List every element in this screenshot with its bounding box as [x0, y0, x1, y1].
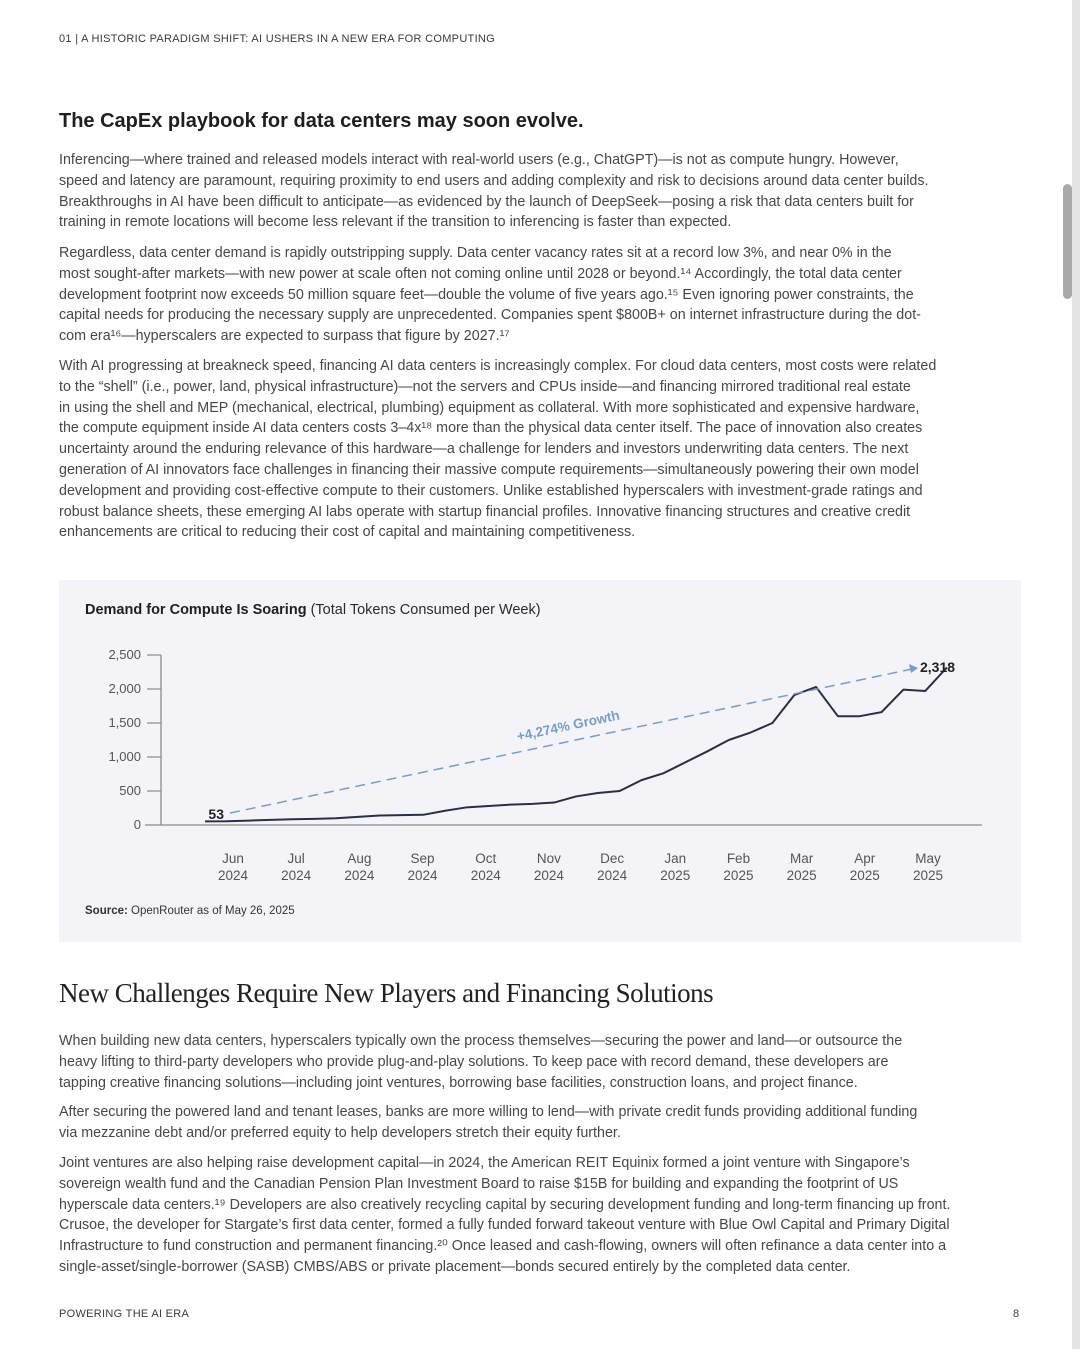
arrow-head-icon	[909, 664, 918, 673]
x-tick-year: 2024	[407, 868, 438, 883]
x-tick-month: Oct	[475, 851, 497, 866]
text-line: Inferencing—where trained and released models interact with real-world users (e.g., ChatGPT)—is not as compute hungry. However,	[59, 152, 899, 168]
paragraph-joint-ventures	[59, 1153, 1004, 1278]
text-line: Regardless, data center demand is rapidly outstripping supply. Data center vacancy rates sit at a record low 3%, and near 0% in the	[59, 245, 892, 261]
text-line: heavy lifting to third-party developers who provide plug-and-play solutions. To keep pace with record demand, these developers are	[59, 1053, 889, 1070]
text-line: Joint ventures are also helping raise development capital—in 2024, the American REIT Equinix formed a joint venture with Singapore’s	[59, 1155, 910, 1171]
text-line: Infrastructure to fund construction and permanent financing.²⁰ Once leased and cash-flowing, owners will often refinance a data center into a	[59, 1238, 947, 1255]
text-line: enhancements are critical to reducing their cost of capital and maintaining competitiveness.	[59, 524, 636, 541]
x-tick-month: Jul	[287, 851, 305, 866]
x-tick-year: 2024	[597, 868, 628, 883]
x-tick-year: 2025	[660, 868, 691, 883]
x-tick-month: Feb	[726, 851, 751, 866]
text-line: the compute equipment inside AI data centers costs 3–4x¹⁸ more than the physical data center itself. The pace of innovation also creates	[59, 420, 923, 437]
x-tick-month: Sep	[410, 851, 435, 866]
footer-title: POWERING THE AI ERA	[59, 1308, 190, 1320]
page-edge	[1072, 0, 1080, 1349]
x-tick-month: Jun	[222, 851, 244, 866]
x-tick-year: 2024	[281, 868, 312, 883]
source-text: OpenRouter as of May 26, 2025	[127, 905, 295, 917]
end-value-label: 2,318	[920, 659, 956, 675]
paragraph-banks-lending	[59, 1102, 1004, 1144]
paragraph-demand-supply	[59, 243, 1004, 347]
data-line	[205, 667, 947, 821]
x-tick-year: 2024	[533, 868, 564, 883]
text-line: to the “shell” (i.e., power, land, physical infrastructure)—not the servers and CPUs inside—and financing mirrored traditional real estate	[59, 378, 911, 395]
text-line: sovereign wealth fund and the Canadian Pension Plan Investment Board to raise $15B for building and expanding the footprint of US	[59, 1175, 899, 1192]
text-line: training in remote locations will become less relevant if the transition to inferencing is faster than expected.	[59, 214, 732, 231]
x-tick-month: Aug	[347, 851, 372, 866]
text-line: speed and latency are paramount, requiring proximity to end users and adding complexity and risk to decisions around data center builds.	[59, 172, 929, 189]
text-line: in using the shell and MEP (mechanical, electrical, plumbing) equipment as collateral. With more sophisticated and expensive hardware,	[59, 399, 920, 416]
text-line: development and providing cost-effective compute to their customers. Unlike established hyperscalers with investment-grade ratings and	[59, 482, 923, 499]
x-tick-year: 2024	[344, 868, 375, 883]
text-line: com era¹⁶—hyperscalers are expected to surpass that figure by 2027.¹⁷	[59, 328, 510, 345]
x-tick-year: 2025	[723, 868, 754, 883]
x-tick-month: Nov	[536, 851, 561, 866]
chart-source	[85, 905, 295, 917]
text-line: via mezzanine debt and/or preferred equity to help developers stretch their equity further.	[59, 1124, 621, 1141]
paragraph-financing-complexity	[59, 356, 1004, 543]
page-number: 8	[1013, 1308, 1020, 1320]
chart-panel	[59, 580, 1021, 942]
chart-title-subtitle: (Total Tokens Consumed per Week)	[306, 602, 541, 618]
x-tick-year: 2024	[217, 868, 249, 883]
x-tick-year: 2025	[849, 868, 880, 883]
text-line: After securing the powered land and tenant leases, banks are more willing to lend—with private credit funds providing additional funding	[59, 1104, 918, 1120]
start-value-label: 53	[208, 806, 224, 822]
x-tick-month: Dec	[600, 851, 625, 866]
line-chart	[59, 580, 1021, 942]
running-head: 01 | A HISTORIC PARADIGM SHIFT: AI USHERS IN A NEW ERA FOR COMPUTING	[59, 33, 496, 45]
source-label: Source:	[85, 905, 128, 917]
paragraph-hyperscalers	[59, 1031, 1004, 1093]
paragraph-inferencing	[59, 150, 1004, 233]
text-line: development footprint now exceeds 50 million square feet—double the volume of five years ago.¹⁵ Even ignoring power constraints, the	[59, 286, 914, 303]
text-line: generation of AI innovators face challenges in financing their massive compute requirements—simultaneously powering their own model	[59, 461, 919, 478]
text-line: capital needs for producing the necessary supply are unprecedented. Companies spent $800B+ on internet infrastructure during the dot-	[59, 307, 921, 324]
text-line: When building new data centers, hyperscalers typically own the process themselves—securing the power and land—or outsource the	[59, 1033, 903, 1049]
section-heading-new-challenges: New Challenges Require New Players and Financing Solutions	[59, 978, 714, 1008]
x-tick-month: Jan	[664, 851, 687, 866]
x-tick-month: Apr	[854, 851, 876, 866]
text-line: most sought-after markets—with new power at scale often not coming online until 2028 or beyond.¹⁴ Accordingly, the total data center	[59, 265, 902, 282]
x-tick-year: 2024	[470, 868, 501, 883]
section-heading: The CapEx playbook for data centers may soon evolve.	[59, 110, 584, 132]
x-tick-month: Mar	[790, 851, 814, 866]
x-tick-year: 2025	[912, 868, 944, 883]
y-tick-label: 1,500	[108, 715, 141, 730]
text-line: With AI progressing at breakneck speed, financing AI data centers is increasingly complex. For cloud data centers, most costs were related	[59, 358, 937, 374]
y-tick-label: 2,000	[108, 681, 141, 696]
growth-annotation: +4,274% Growth	[515, 707, 622, 744]
y-tick-label: 500	[119, 783, 141, 798]
y-tick-label: 0	[133, 817, 141, 832]
text-line: hyperscale data centers.¹⁹ Developers are also creatively recycling capital by securing development funding and long-term financing up front.	[59, 1196, 951, 1213]
x-tick-month: May	[915, 851, 941, 866]
scrollbar-thumb[interactable]	[1063, 184, 1072, 299]
y-tick-label: 1,000	[108, 749, 141, 764]
chart-title-bold: Demand for Compute Is Soaring	[85, 602, 307, 618]
text-line: Breakthroughs in AI have been difficult to anticipate—as evidenced by the launch of DeepSeek—posing a risk that data centers built for	[59, 193, 914, 210]
text-line: Crusoe, the developer for Stargate’s first data center, formed a fully funded forward takeout venture with Blue Owl Capital and Primary Digital	[59, 1217, 950, 1234]
text-line: single-asset/single-borrower (SASB) CMBS/ABS or private placement—bonds secured entirely by the completed data center.	[59, 1258, 851, 1275]
text-line: tapping creative financing solutions—including joint ventures, borrowing base facilities, construction loans, and project finance.	[59, 1074, 858, 1091]
text-line: uncertainty around the enduring relevance of this hardware—a challenge for lenders and investors underwriting data centers. The next	[59, 441, 909, 458]
trend-line	[230, 669, 912, 813]
x-tick-year: 2025	[786, 868, 817, 883]
text-line: robust balance sheets, these emerging AI labs operate with startup financial profiles. Innovative financing structures and creative credit	[59, 503, 911, 520]
y-tick-label: 2,500	[108, 647, 141, 662]
